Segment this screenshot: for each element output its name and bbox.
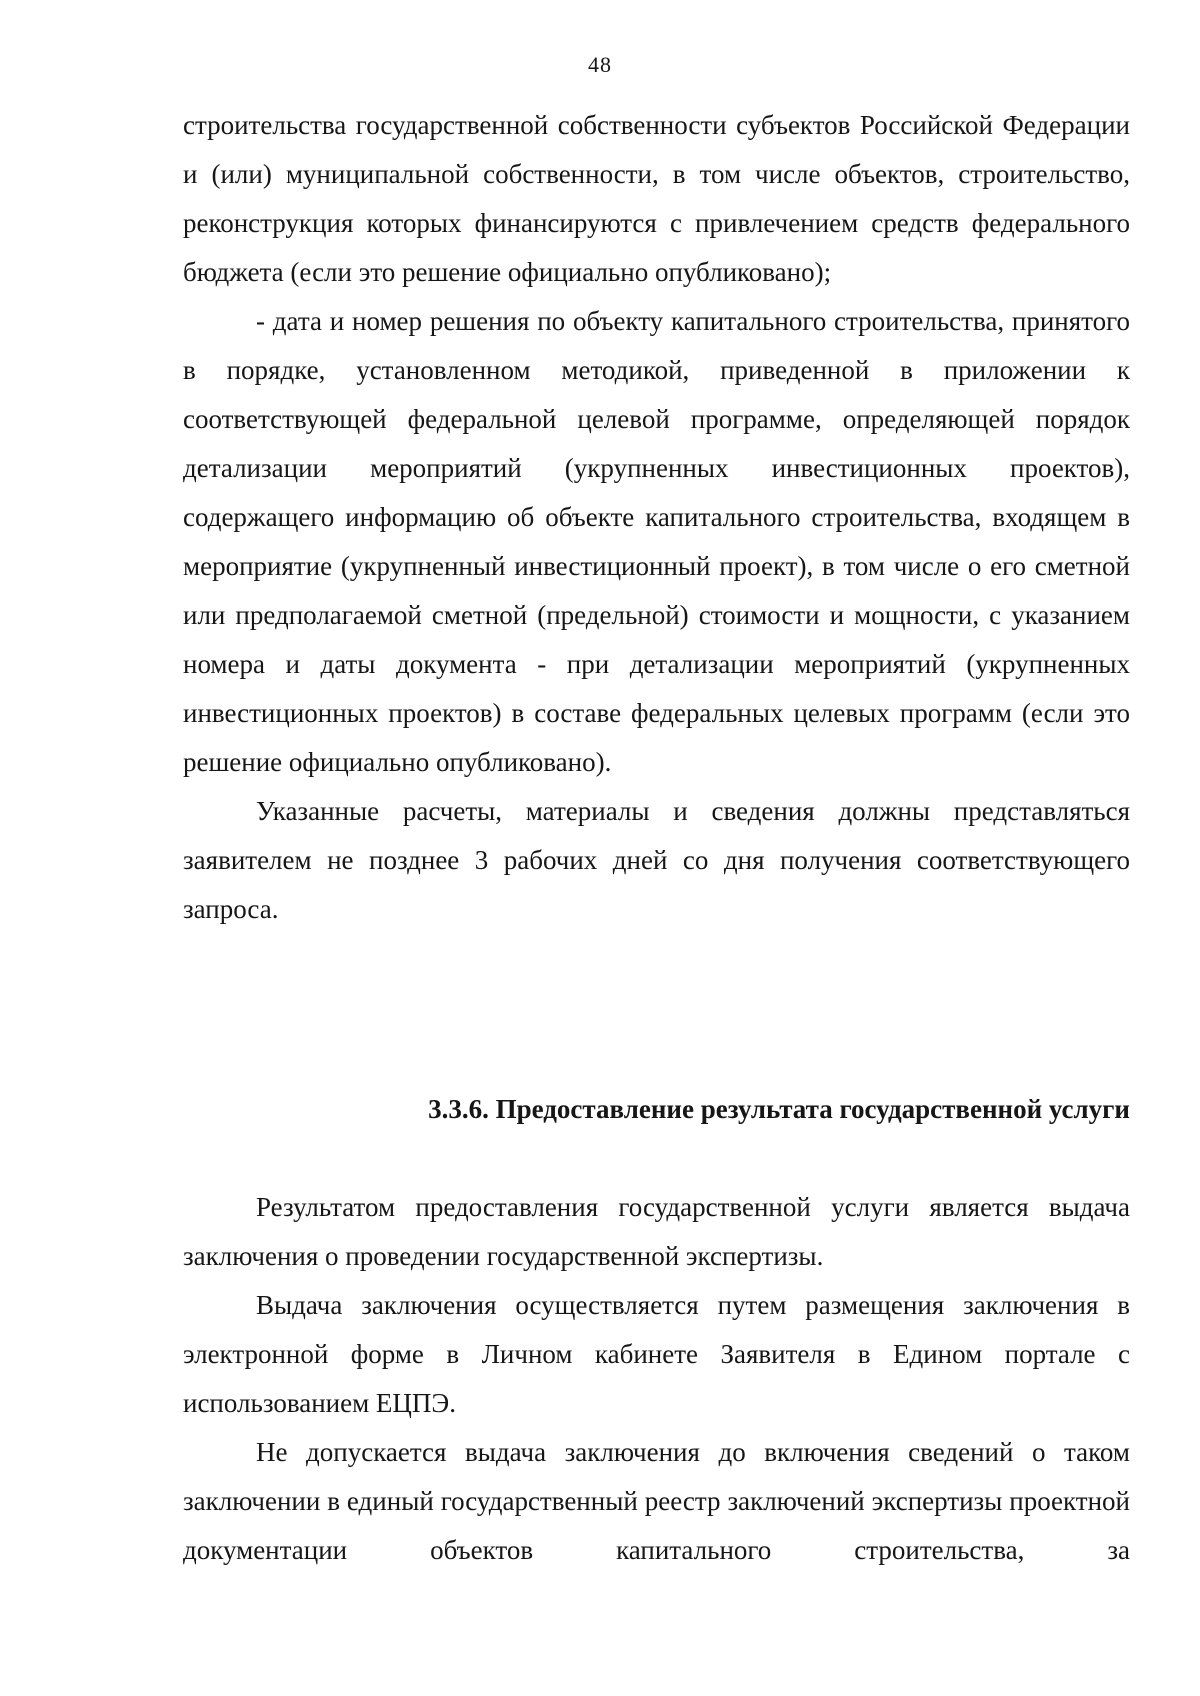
paragraph-continuation: строительства государственной собственности субъектов Российской Федерации и (или) муниципальной собственности, в том числе объектов, строительство, реконструкция которых финансируются с привлечением средств федерального бюджета (если это решение официально опубликовано);: [183, 110, 1130, 287]
paragraph-service-result: Результатом предоставления государственной услуги является выдача заключения о проведении государственной экспертизы.: [183, 1192, 1130, 1271]
paragraph-issuance-restriction: Не допускается выдача заключения до включения сведений о таком заключении в единый государственный реестр заключений экспертизы проектной документации объектов капитального строительства, за: [183, 1437, 1130, 1565]
text-block-after-heading: [183, 1183, 1130, 1575]
page-number: 48: [588, 52, 612, 77]
paragraph-submission-deadline: Указанные расчеты, материалы и сведения должны представляться заявителем не позднее 3 рабочих дней со дня получения соответствующего запроса.: [183, 796, 1130, 924]
section-heading: 3.3.6. Предоставление результата государственной услуги: [428, 1094, 1130, 1124]
paragraph-issuance-method: Выдача заключения осуществляется путем размещения заключения в электронной форме в Личном кабинете Заявителя в Едином портале с использованием ЕЦПЭ.: [183, 1290, 1130, 1418]
text-block-before-heading: [183, 101, 1130, 934]
paragraph-decision-details: - дата и номер решения по объекту капитального строительства, принятого в порядке, установленном методикой, приведенной в приложении к соответствующей федеральной целевой программе, определяющей порядок детализации мероприятий (укрупненных инвестиционных проектов), содержащего информацию об объекте капитального строительства, входящем в мероприятие (укрупненный инвестиционный проект), в том числе о его сметной или предполагаемой сметной (предельной) стоимости и мощности, с указанием номера и даты документа - при детализации мероприятий (укрупненных инвестиционных проектов) в составе федеральных целевых программ (если это решение официально опубликовано).: [183, 306, 1130, 777]
